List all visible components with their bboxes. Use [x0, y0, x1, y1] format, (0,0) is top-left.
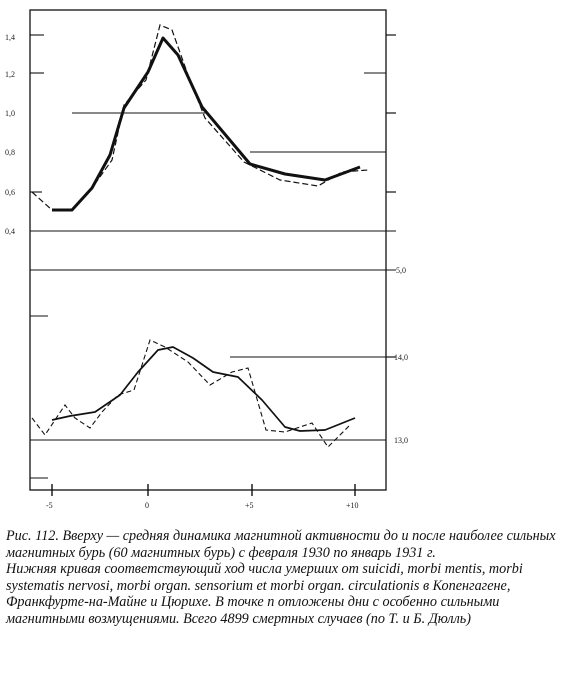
- magnetic-activity-curve-dashed: [32, 25, 368, 210]
- figure-caption: [6, 528, 562, 627]
- upper-right-label: 5,0: [396, 266, 406, 275]
- caption-paragraph-1: Рис. 112. Вверху — средняя динамика магнитной активности до и после наиболее сильных магнитных бурь (60 магнитных бурь) с февраля 1930 по январь 1931 г.: [6, 528, 556, 561]
- figure-frame: [30, 10, 386, 490]
- x-tick-label: 0: [145, 501, 149, 510]
- x-tick-label: +5: [245, 501, 254, 510]
- y-tick-label: 1,0: [5, 109, 15, 118]
- lower-right-label: 13,0: [394, 436, 408, 445]
- x-tick-label: +10: [346, 501, 359, 510]
- y-tick-label: 0,6: [5, 188, 15, 197]
- x-tick-label: -5: [46, 501, 53, 510]
- magnetic-activity-curve-solid: [52, 38, 360, 210]
- lower-right-label: 14,0: [394, 353, 408, 362]
- y-tick-label: 0,4: [5, 227, 15, 236]
- right-ticks: [386, 35, 396, 357]
- y-tick-label: 0,8: [5, 148, 15, 157]
- y-tick-label: 1,2: [5, 70, 15, 79]
- upper-gridlines: [30, 35, 396, 270]
- lower-gridlines: [30, 316, 386, 478]
- y-tick-label: 1,4: [5, 33, 15, 42]
- caption-paragraph-2: Нижняя кривая соответствующий ход числа умерших от suicidi, morbi mentis, morbi systematis nervosi, morbi organ. sensorium et morbi organ. circulationis в Копенгагене, Франкфурте-на-Майне и Цюрихе. В точке п отложены дни с особенно сильными магнитными возмущениями. Всего 4899 смертных случаев (по Т. и Б. Дюлль): [6, 561, 523, 627]
